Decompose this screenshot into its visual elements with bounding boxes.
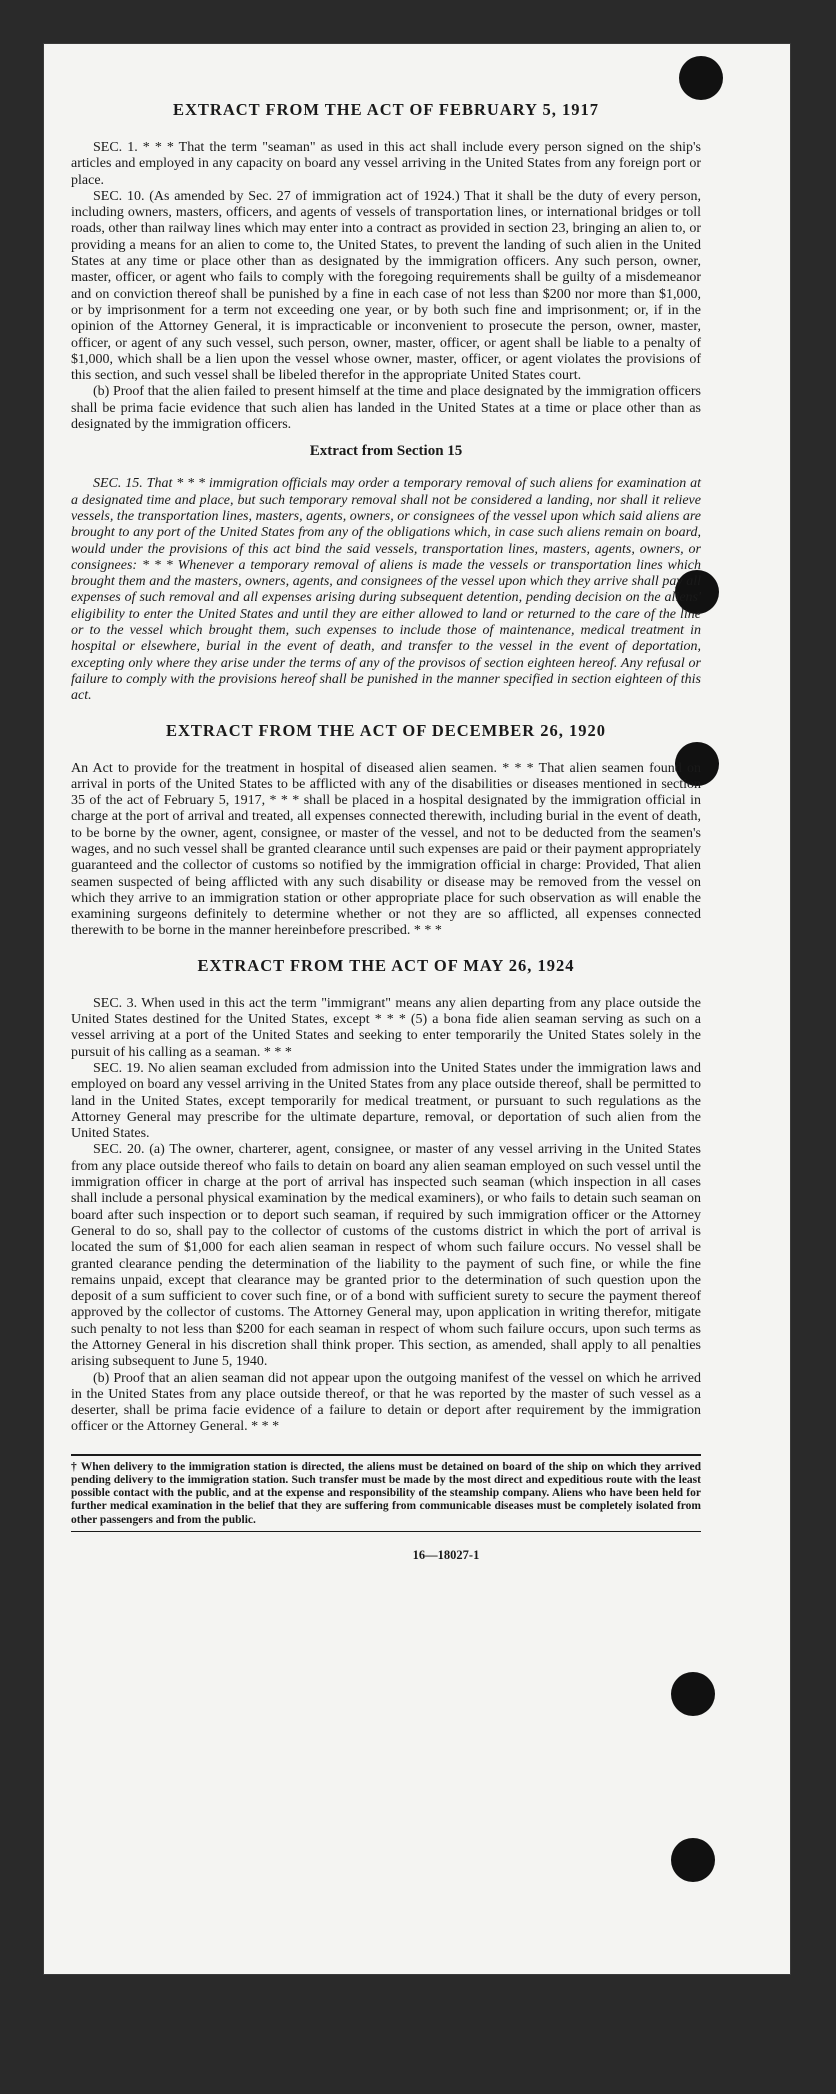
paragraph: SEC. 20. (a) The owner, charterer, agent, consignee, or master of any vessel arriving in the United States from any place outside thereof who fails to detain on board any alien seaman employed on such vessel until the immigration officer in charge at the port of arrival has inspected such seaman (which inspection in all cases shall include a personal physical examination by the medical examiners), or who fails to detain such seaman on board after such inspection or to deport such seaman, if required by such immigration officer or the Attorney General to do so, shall pay to the collector of customs of the customs district in which the port of arrival is located the sum of $1,000 for each alien seaman in respect of whom such failure occurs. No vessel shall be granted clearance pending the determination of the liability to the payment of such fine, or while the fine remains unpaid, except that clearance may be granted prior to the determination of such question upon the deposit of a sum sufficient to cover such fine, or of a bond with sufficient surety to secure the payment thereof approved by the collector of customs. The Attorney General may, upon application in writing therefor, mitigate such penalty to not less than $200 for each seaman in respect of whom such failure occurs, upon such terms as the Attorney General in his discretion shall think proper. This section, as amended, shall apply to all penalties arising subsequent to June 5, 1940.: [71, 1142, 701, 1370]
punch-hole: [671, 1672, 715, 1716]
paragraph: SEC. 3. When used in this act the term "immigrant" means any alien departing from any place outside the United States destined for the United States, except * * * (5) a bona fide alien seaman serving as such on a vessel arriving at a port of the United States and seeking to enter temporarily the United States solely in the pursuit of his calling as a seaman. * * *: [71, 995, 701, 1060]
paragraph: (b) Proof that an alien seaman did not appear upon the outgoing manifest of the vessel on which he arrived in the United States from any place outside thereof, or that he was reported by the master of such vessel as a deserter, shall be prima facie evidence of a failure to detain or deport after requirement by the immigration officer or the Attorney General. * * *: [71, 1370, 701, 1435]
paragraph: An Act to provide for the treatment in hospital of diseased alien seamen. * * * That alien seamen found on arrival in ports of the United States to be afflicted with any of the disabilities or diseases mentioned in section 35 of the act of February 5, 1917, * * * shall be placed in a hospital designated by the immigration official in charge at the port of arrival and treated, all expenses connected therewith, including burial in the event of death, to be borne by the owner, agent, consignee, or master of the vessel, and not to be deducted from the seamen's wages, and no such vessel shall be granted clearance until such expenses are paid or their payment appropriately guaranteed and the collector of customs so notified by the immigration official in charge: Provided, That alien seamen suspected of being afflicted with any such disability or disease may be removed from the vessel on which they arrive to an immigration station or other appropriate place for such observation as will enable the examining surgeons definitely to determine whether or not they are so afflicted, all expenses connected therewith to be borne in the manner hereinbefore prescribed. * * *: [71, 760, 701, 939]
document-body: [71, 100, 701, 1563]
section-heading: EXTRACT FROM THE ACT OF DECEMBER 26, 1920: [165, 720, 607, 740]
paragraph: SEC. 19. No alien seaman excluded from admission into the United States under the immigration laws and employed on board any vessel arriving in the United States from any place outside thereof, shall be permitted to land in the United States, except temporarily for medical treatment, or pursuant to such regulations as the Attorney General may prescribe for the ultimate departure, removal, or deportation of such alien from the United States.: [71, 1060, 701, 1142]
section-subheading: Extract from Section 15: [309, 443, 463, 460]
paragraph: SEC. 10. (As amended by Sec. 27 of immigration act of 1924.) That it shall be the duty of every person, including owners, masters, officers, and agents of vessels of transportation lines, or international bridges or toll roads, other than railway lines which may enter into a contract as provided in section 23, bringing an alien to, or providing a means for an alien to come to, the United States, to prevent the landing of such alien in the United States at any time or place other than as designated by the immigration officers. Any such person, owner, master, officer, or agent who fails to comply with the foregoing requirements shall be guilty of a misdemeanor and on conviction thereof shall be punished by a fine in each case of not less than $200 nor more than $1,000, or by imprisonment for a term not exceeding one year, or by both such fine and imprisonment; or, if in the opinion of the Attorney General, it is impracticable or inconvenient to prosecute the person, owner, master, officer, or agent of any such vessel, such person, owner, master, officer, or agent shall be liable to a penalty of $1,000, which shall be a lien upon the vessel whose owner, master, officer, or agent violates the provisions of this section, and such vessel shall be libeled therefor in the appropriate United States court.: [71, 188, 701, 384]
paragraph: SEC. 1. * * * That the term "seaman" as used in this act shall include every person signed on the ship's articles and employed in any capacity on board any vessel arriving in the United States from any foreign port or place.: [71, 140, 701, 188]
punch-hole: [671, 1838, 715, 1882]
footnote-rule: [71, 1531, 701, 1532]
footnote: † When delivery to the immigration station is directed, the aliens must be detained on board of the ship on which they arrived pending delivery to the immigration station. Such transfer must be made by the most direct and expeditious route with the least possible contact with the public, and at the expense and responsibility of the steamship company. Aliens who have been held for further medical examination in the belief that they are suffering from communicable diseases must be completely isolated from other passengers and from the public.: [71, 1454, 701, 1527]
section-heading: EXTRACT FROM THE ACT OF MAY 26, 1924: [197, 955, 575, 975]
form-number: 16—18027-1: [412, 1547, 480, 1562]
italic-paragraph: SEC. 15. That * * * immigration officials may order a temporary removal of such aliens for examination at a designated time and place, but such temporary removal shall not be considered a landing, nor shall it relieve vessels, the transportation lines, masters, agents, owners, or consignees of the vessel upon which said aliens are brought to any port of the United States from any of the obligations which, in case such aliens remain on board, would under the provisions of this act bind the said vessels, transportation lines, masters, agents, owners, or consignees: * * * Whenever a temporary removal of aliens is made the vessels or transportation lines which brought them and the masters, owners, agents, and consignees of the vessel upon which they arrive shall pay all expenses of such removal and all expenses arising during subsequent detention, pending decision on the aliens' eligibility to enter the United States and until they are either allowed to land or returned to the care of the line or to the vessel which brought them, such expenses to include those of maintenance, medical treatment in hospital or elsewhere, burial in the event of death, and transfer to the vessel in the event of deportation, excepting only where they arise under the terms of any of the provisos of section eighteen hereof. Any refusal or failure to comply with the provisions hereof shall be punished in the manner specified in section eighteen of this act.: [71, 476, 701, 704]
section-heading: EXTRACT FROM THE ACT OF FEBRUARY 5, 1917: [173, 100, 599, 119]
punch-hole: [679, 56, 723, 100]
paragraph: (b) Proof that the alien failed to present himself at the time and place designated by the immigration officers shall be prima facie evidence that such alien has landed in the United States at a time or place other than as designated by the immigration officers.: [71, 384, 701, 433]
